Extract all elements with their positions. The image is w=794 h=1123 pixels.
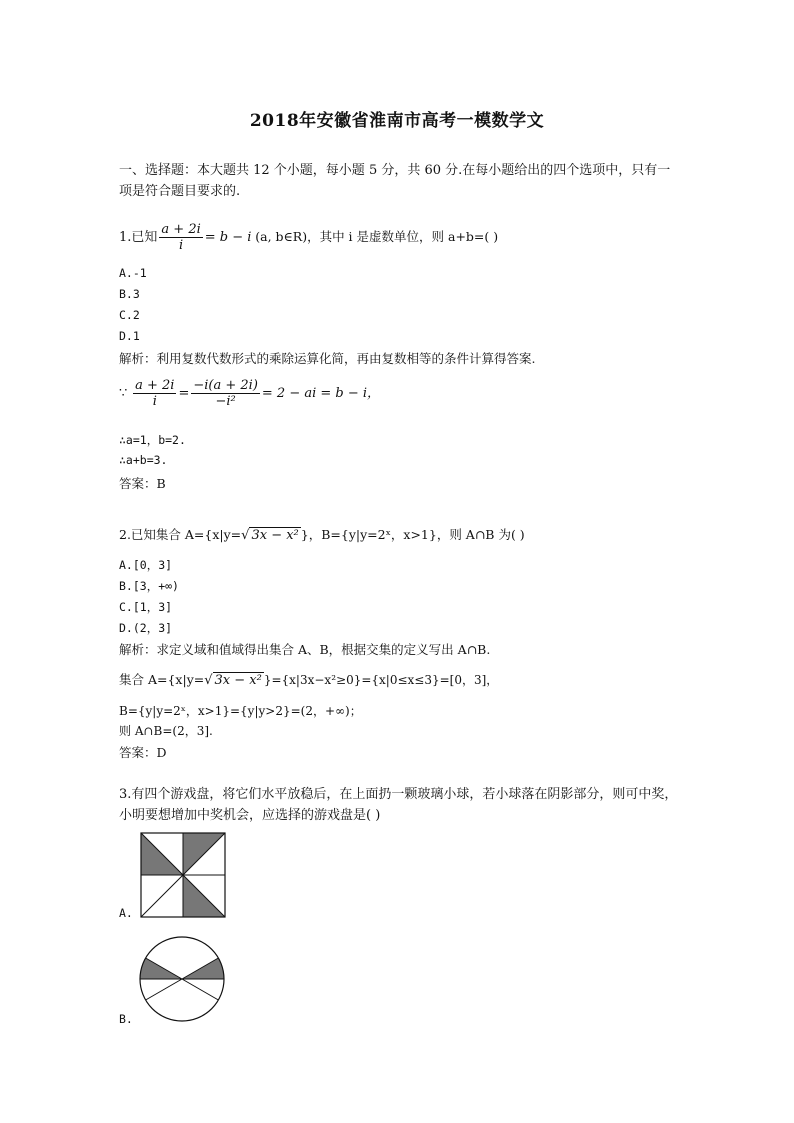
q1-option-a: A.-1 [119,266,147,280]
q3-stem: 3.有四个游戏盘，将它们水平放稳后，在上面扔一颗玻璃小球，若小球落在阴影部分，则可中奖，小明要想增加中奖机会，应选择的游戏盘是( ) [119,787,678,823]
game-board-b-figure [138,935,226,1023]
q2-sqrt: √ 3x − x² [241,528,299,543]
q3-label-b: B. [119,1012,133,1026]
game-board-a-figure [140,832,226,918]
q2-option-a: A.[0，3] [119,558,173,572]
q1-step-1: ∴a=1，b=2. [119,433,186,447]
q1-stem: 1.已知 $\frac{a + 2i}{i}$ = b − i (a, b∈R)，其中 i 是虚数单位，则 a+b=( ) [119,222,499,253]
q1-step-2: ∴a+b=3. [119,453,168,467]
q2-option-c: C.[1，3] [119,600,173,614]
q1-solution-eq: ∵ $\frac{a + 2i}{i}$ = $\frac{-i(a + 2i)}{\text{−i²}}$ = 2 − ai = b − i， [119,378,381,409]
q2-solution-3: 则 A∩B=(2，3]. [119,724,213,738]
q2-analysis: 解析：求定义域和值域得出集合 A、B，根据交集的定义写出 A∩B. [119,642,491,657]
q3-label-a: A. [119,906,133,920]
section-instructions: 一、选择题：本大题共 12 个小题，每小题 5 分，共 60 分.在每小题给出的四个选项中，只有一项是符合题目要求的. [119,163,671,199]
q1-fraction: $\frac{a + 2i}{i}$ [161,222,201,253]
q1-analysis: 解析：利用复数代数形式的乘除运算化简，再由复数相等的条件计算得答案. [119,351,536,366]
q1-option-c: C.2 [119,308,140,322]
q2-option-d: D.(2，3] [119,621,173,635]
q2-solution-1: 集合 A={x|y=√ 3x − x² }={x|3x−x²≥0}={x|0≤x≤3}=[0，3]， [119,672,499,688]
q1-option-b: B.3 [119,287,140,301]
q1-option-d: D.1 [119,329,140,343]
q2-solution-2: B={y|y=2ˣ，x>1}={y|y>2}=(2，+∞)； [119,704,362,718]
q2-answer: 答案：D [119,745,167,760]
q2-option-b: B.[3，+∞) [119,579,179,593]
page-title: 2018年安徽省淮南市高考一模数学文 [249,111,545,131]
q1-answer: 答案：B [119,476,166,491]
q2-stem: 2.已知集合 A={x|y=√ 3x − x² }，B={y|y=2ˣ，x>1}，则 A∩B 为( ) [119,527,525,543]
